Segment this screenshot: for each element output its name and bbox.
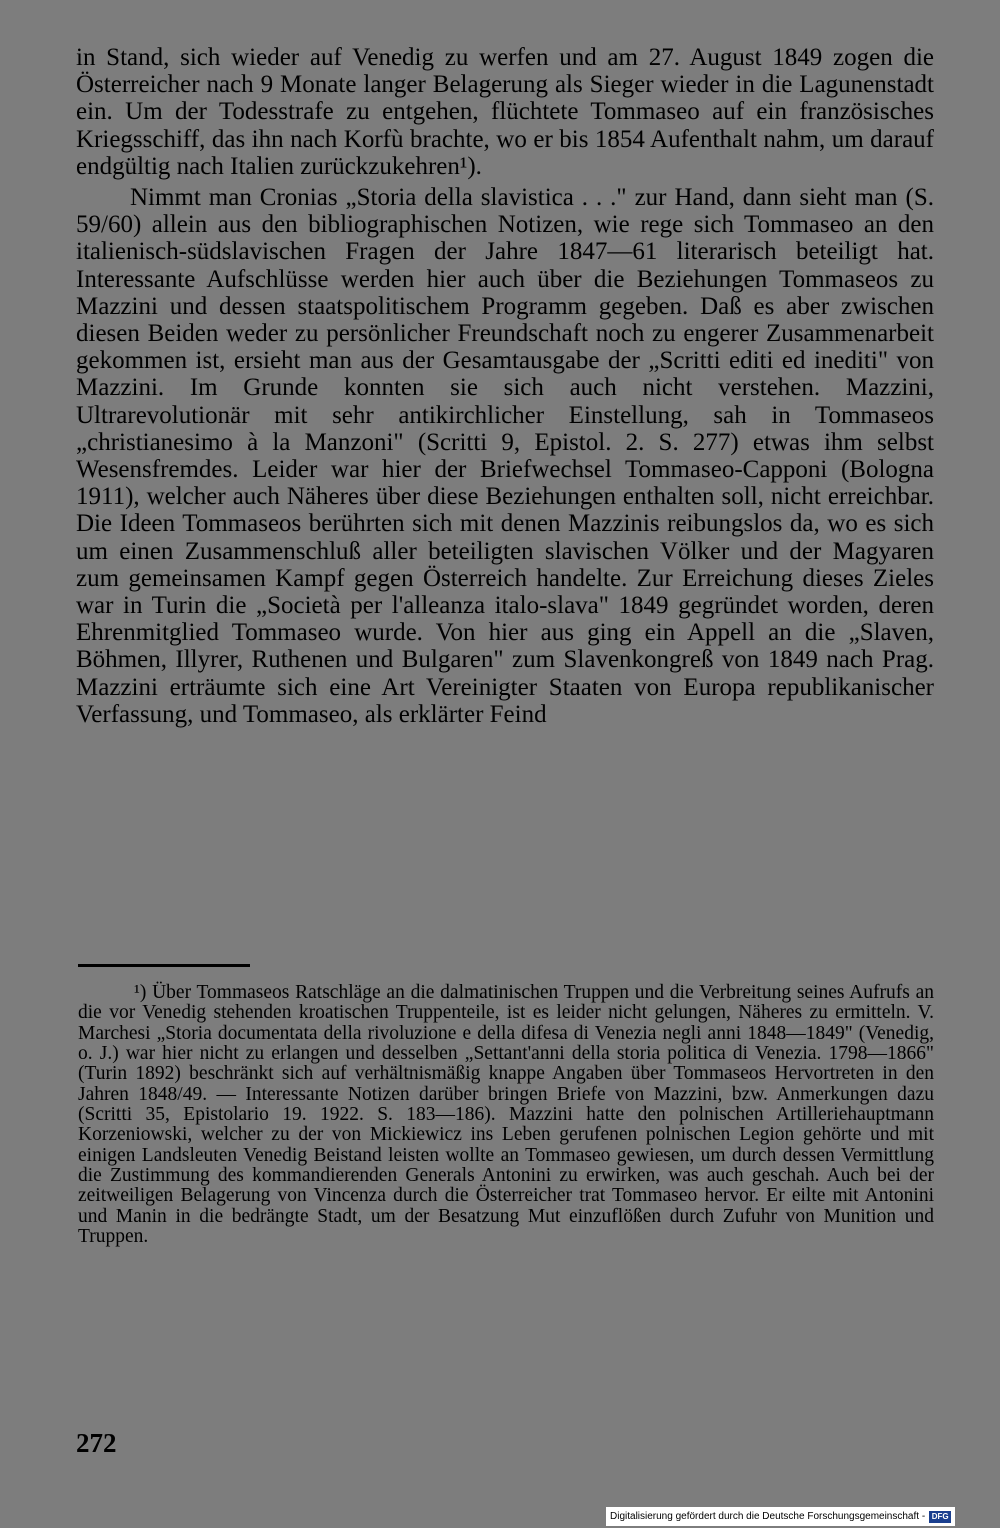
paragraph: Nimmt man Cronias „Storia della slavistica . . ." zur Hand, dann sieht man (S. 59/60) allein aus den bibliographischen Notizen, wie rege sich Tommaseo an den italienisch-südslavischen Fragen der Jahre 1847—61 literarisch beteiligt hat. Interessante Aufschlüsse werden hier auch über die Beziehungen Tommaseos zu Mazzini und dessen staatspolitischem Programm gegeben. Daß es aber zwischen diesen Beiden weder zu persönlicher Freundschaft noch zu engerer Zusammenarbeit gekommen ist, ersieht man aus der Gesamtausgabe der „Scritti editi ed inediti" von Mazzini. Im Grunde konnten sie sich auch nicht verstehen. Mazzini, Ultrarevolutionär mit sehr antikirchlicher Einstellung, sah in Tommaseos „christianesimo à la Manzoni" (Scritti 9, Epistol. 2. S. 277) etwas ihm selbst Wesensfremdes. Leider war hier der Briefwechsel Tommaseo-Capponi (Bologna 1911), welcher auch Näheres über diese Beziehungen enthalten soll, nicht erreichbar. Die Ideen Tommaseos berührten sich mit denen Mazzinis reibungslos da, wo es sich um einen Zusammenschluß aller beteiligten slavischen Völker und der Magyaren zum gemeinsamen Kampf gegen Österreich handelte. Zur Erreichung dieses Zieles war in Turin die „Società per l'alleanza italo-slava" 1849 gegründet worden, deren Ehrenmitglied Tommaseo wurde. Von hier aus ging ein Appell an die „Slaven, Böhmen, Illyrer, Ruthenen und Bulgaren" zum Slavenkongreß von 1849 nach Prag. Mazzini erträumte sich eine Art Vereinigter Staaten von Europa republikanischer Verfassung, und Tommaseo, als erklärter Feind [76,184,934,728]
footnote-text: ¹) Über Tommaseos Ratschläge an die dalmatinischen Truppen und die Verbreitung seines Aufrufs an die vor Venedig stehenden kroatischen Truppenteile, ist es leider nicht gelungen, Näheres zu ermitteln. V. Marchesi „Storia documentata della rivoluzione e della difesa di Venezia negli anni 1848—1849" (Venedig, o. J.) war hier nicht zu erlangen und desselben „Settant'anni della storia politica di Venezia. 1798—1866" (Turin 1892) beschränkt sich auf verhältnismäßig knappe Angaben über Tommaseos Hervortreten in den Jahren 1848/49. — Interessante Notizen darüber bringen Briefe von Mazzini, bzw. Anmerkungen dazu (Scritti 35, Epistolario 19. 1922. S. 183—186). Mazzini hatte den polnischen Artilleriehauptmann Korzeniowski, welcher zu der von Mickiewicz ins Leben gerufenen polnischen Legion gehörte und mit einigen Landsleuten Venedig Beistand leisten wollte an Tommaseo gewiesen, um durch dessen Vermittlung die Zustimmung des kommandierenden Generals Antonini zu erwirken, was auch geschah. Auch bei der zeitweiligen Belagerung von Vincenza durch die Österreicher trat Tommaseo hervor. Er eilte mit Antonini und Manin in die bedrängte Stadt, um der Besatzung Mut einzuflößen durch Zufuhr von Munition und Truppen. [78,982,934,1248]
page-number: 272 [76,1428,117,1458]
main-text [76,44,934,728]
dfg-logo-icon: DFG [929,1511,951,1523]
footnote [78,983,934,1247]
digitization-credit [606,1507,955,1526]
credit-text: Digitalisierung gefördert durch die Deutsche Forschungsgemeinschaft - [610,1511,926,1522]
paragraph: in Stand, sich wieder auf Venedig zu werfen und am 27. August 1849 zogen die Österreicher nach 9 Monate langer Belagerung als Sieger wieder in die Lagunenstadt ein. Um der Todesstrafe zu entgehen, flüchtete Tommaseo auf ein französisches Kriegsschiff, das ihn nach Korfù brachte, wo er bis 1854 Aufenthalt nahm, um darauf endgültig nach Italien zurückzukehren¹). [76,44,934,180]
footnote-separator [78,964,250,967]
